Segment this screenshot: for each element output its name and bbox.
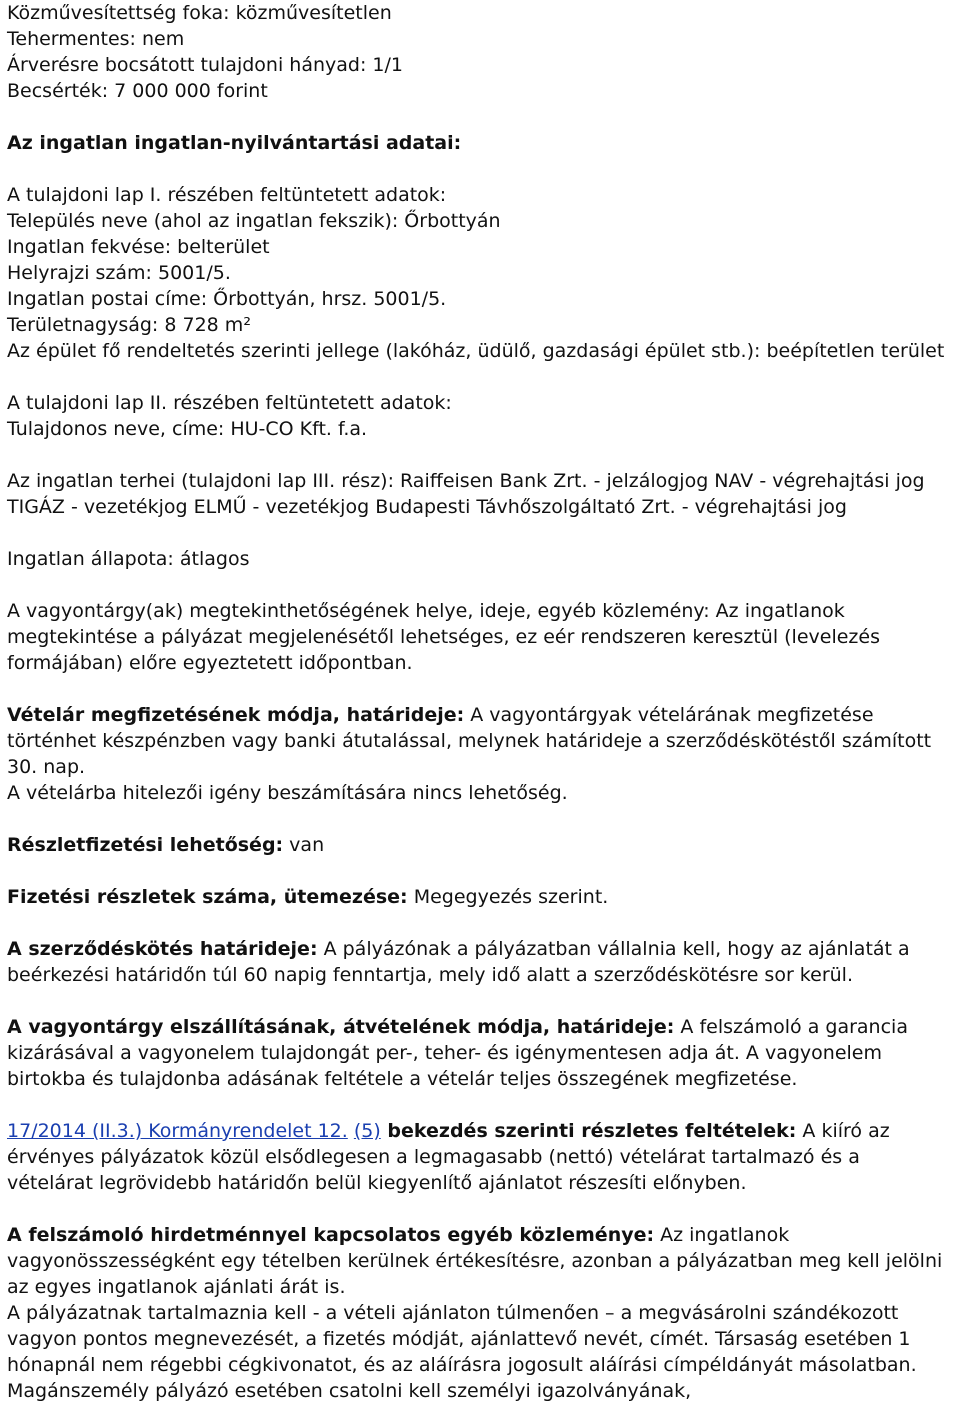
- felszamolo-text: Az ingatlanok vagyonösszességként egy tételben kerülnek értékesítésre, azonban a pályázatban meg kell jelölni az egyes ingatlanok ajánlati árát is.: [7, 1224, 943, 1298]
- spacer: [7, 156, 948, 182]
- terulet-line: Területnagyság: 8 728 m²: [7, 314, 251, 336]
- rendelet-text: A kiíró az érvényes pályázatok közül elsődlegesen a legmagasabb (nettó) vételárat tartalmazó és a vételárat legrövidebb határidőn belül kiegyenlítő ajánlatot részesíti előnyben.: [7, 1120, 890, 1194]
- spacer: [7, 858, 948, 884]
- spacer: [7, 806, 948, 832]
- reszlet-line: [7, 832, 948, 858]
- allapot-line: Ingatlan állapota: átlagos: [7, 548, 250, 570]
- bekezdes-link[interactable]: (5): [353, 1120, 381, 1142]
- elszallitas-paragraph: [7, 1014, 948, 1092]
- spacer: [7, 364, 948, 390]
- felszamolo-paragraph: [7, 1222, 948, 1300]
- szerzodes-label: A szerződéskötés határideje:: [7, 938, 318, 960]
- spacer: [7, 1196, 948, 1222]
- jelleg-paragraph: Az épület fő rendeltetés szerinti jellege (lakóház, üdülő, gazdasági épület stb.): beépítetlen terület: [7, 340, 945, 362]
- hitelezoi-line: A vételárba hitelezői igény beszámítására nincs lehetőség.: [7, 782, 568, 804]
- spacer: [7, 442, 948, 468]
- spacer: [7, 520, 948, 546]
- spacer: [7, 988, 948, 1014]
- elszallitas-text: A felszámoló a garancia kizárásával a vagyonelem tulajdongát per-, teher- és igénymentesen adja át. A vagyonelem birtokba és tulajdonba adásának feltétele a vételár teljes összegének megfizetése.: [7, 1016, 908, 1090]
- spacer: [7, 1092, 948, 1118]
- tulajdonos-line: Tulajdonos neve, címe: HU-CO Kft. f.a.: [7, 418, 368, 440]
- reszlet-label: Részletfizetési lehetőség:: [7, 834, 284, 856]
- terhek-paragraph: Az ingatlan terhei (tulajdoni lap III. rész): Raiffeisen Bank Zrt. - jelzálogjog NAV - végrehajtási jog TIGÁZ - vezetékjog ELMŰ - vezetékjog Budapesti Távhőszolgáltató Zrt. - végrehajtási jog: [7, 470, 925, 518]
- vetelar-label: Vételár megfizetésének módja, határideje:: [7, 704, 465, 726]
- nyilvantartas-heading: [7, 130, 948, 156]
- reszletek-value: Megegyezés szerint.: [407, 886, 609, 908]
- kozmu-line: Közművesítettség foka: közművesítetlen: [7, 2, 392, 24]
- szerzodes-paragraph: [7, 936, 948, 988]
- nyilvantartas-heading-text: Az ingatlan ingatlan-nyilvántartási adatai:: [7, 132, 462, 154]
- felszamolo-label: A felszámoló hirdetménnyel kapcsolatos egyéb közleménye:: [7, 1224, 655, 1246]
- spacer: [7, 676, 948, 702]
- spacer: [7, 572, 948, 598]
- tartalom-paragraph: A pályázatnak tartalmaznia kell - a vételi ajánlaton túlmenően – a megvásárolni szándékozott vagyon pontos megnevezését, a fizetés módját, ajánlattevő nevét, címét. Társaság esetében 1 hónapnál nem régebbi cégkivonatot, és az aláírásra jogosult aláírási címpéldányát másolatban. Magánszemély pályázó esetében csatolni kell személyi igazolványának,: [7, 1302, 917, 1402]
- reszletek-label: Fizetési részletek száma, ütemezése:: [7, 886, 408, 908]
- reszletek-line: [7, 884, 948, 910]
- megtekintes-paragraph: A vagyontárgy(ak) megtekinthetőségének helye, ideje, egyéb közlemény: Az ingatlanok megtekintése a pályázat megjelenésétől lehetséges, ez eér rendszeren keresztül (levelezés formájában) előre egyeztetett időpontban.: [7, 600, 880, 674]
- becsertek-line: Becsérték: 7 000 000 forint: [7, 80, 268, 102]
- lap1-heading: A tulajdoni lap I. részében feltüntetett adatok:: [7, 184, 447, 206]
- hrsz-line: Helyrajzi szám: 5001/5.: [7, 262, 231, 284]
- hanyad-line: Árverésre bocsátott tulajdoni hányad: 1/1: [7, 54, 403, 76]
- elszallitas-label: A vagyontárgy elszállításának, átvételének módja, határideje:: [7, 1016, 675, 1038]
- postai-line: Ingatlan postai címe: Őrbottyán, hrsz. 5001/5.: [7, 288, 447, 310]
- reszlet-value: van: [283, 834, 325, 856]
- telepules-line: Település neve (ahol az ingatlan fekszik): Őrbottyán: [7, 210, 501, 232]
- spacer: [7, 104, 948, 130]
- rendelet-link[interactable]: 17/2014 (II.3.) Kormányrendelet 12.: [7, 1120, 348, 1142]
- tehermentes-line: Tehermentes: nem: [7, 28, 185, 50]
- szerzodes-text: A pályázónak a pályázatban vállalnia kell, hogy az ajánlatát a beérkezési határidőn túl 60 napig fenntartja, mely idő alatt a szerződéskötésre sor kerül.: [7, 938, 910, 986]
- vetelar-text: A vagyontárgyak vételárának megfizetése történhet készpénzben vagy banki átutalással, melynek határideje a szerződéskötéstől számított 30. nap.: [7, 704, 932, 778]
- fekves-line: Ingatlan fekvése: belterület: [7, 236, 270, 258]
- rendelet-paragraph: [7, 1118, 948, 1196]
- lap2-heading: A tulajdoni lap II. részében feltüntetett adatok:: [7, 392, 452, 414]
- rendelet-label: bekezdés szerinti részletes feltételek:: [380, 1120, 797, 1142]
- spacer: [7, 910, 948, 936]
- vetelar-paragraph: [7, 702, 948, 780]
